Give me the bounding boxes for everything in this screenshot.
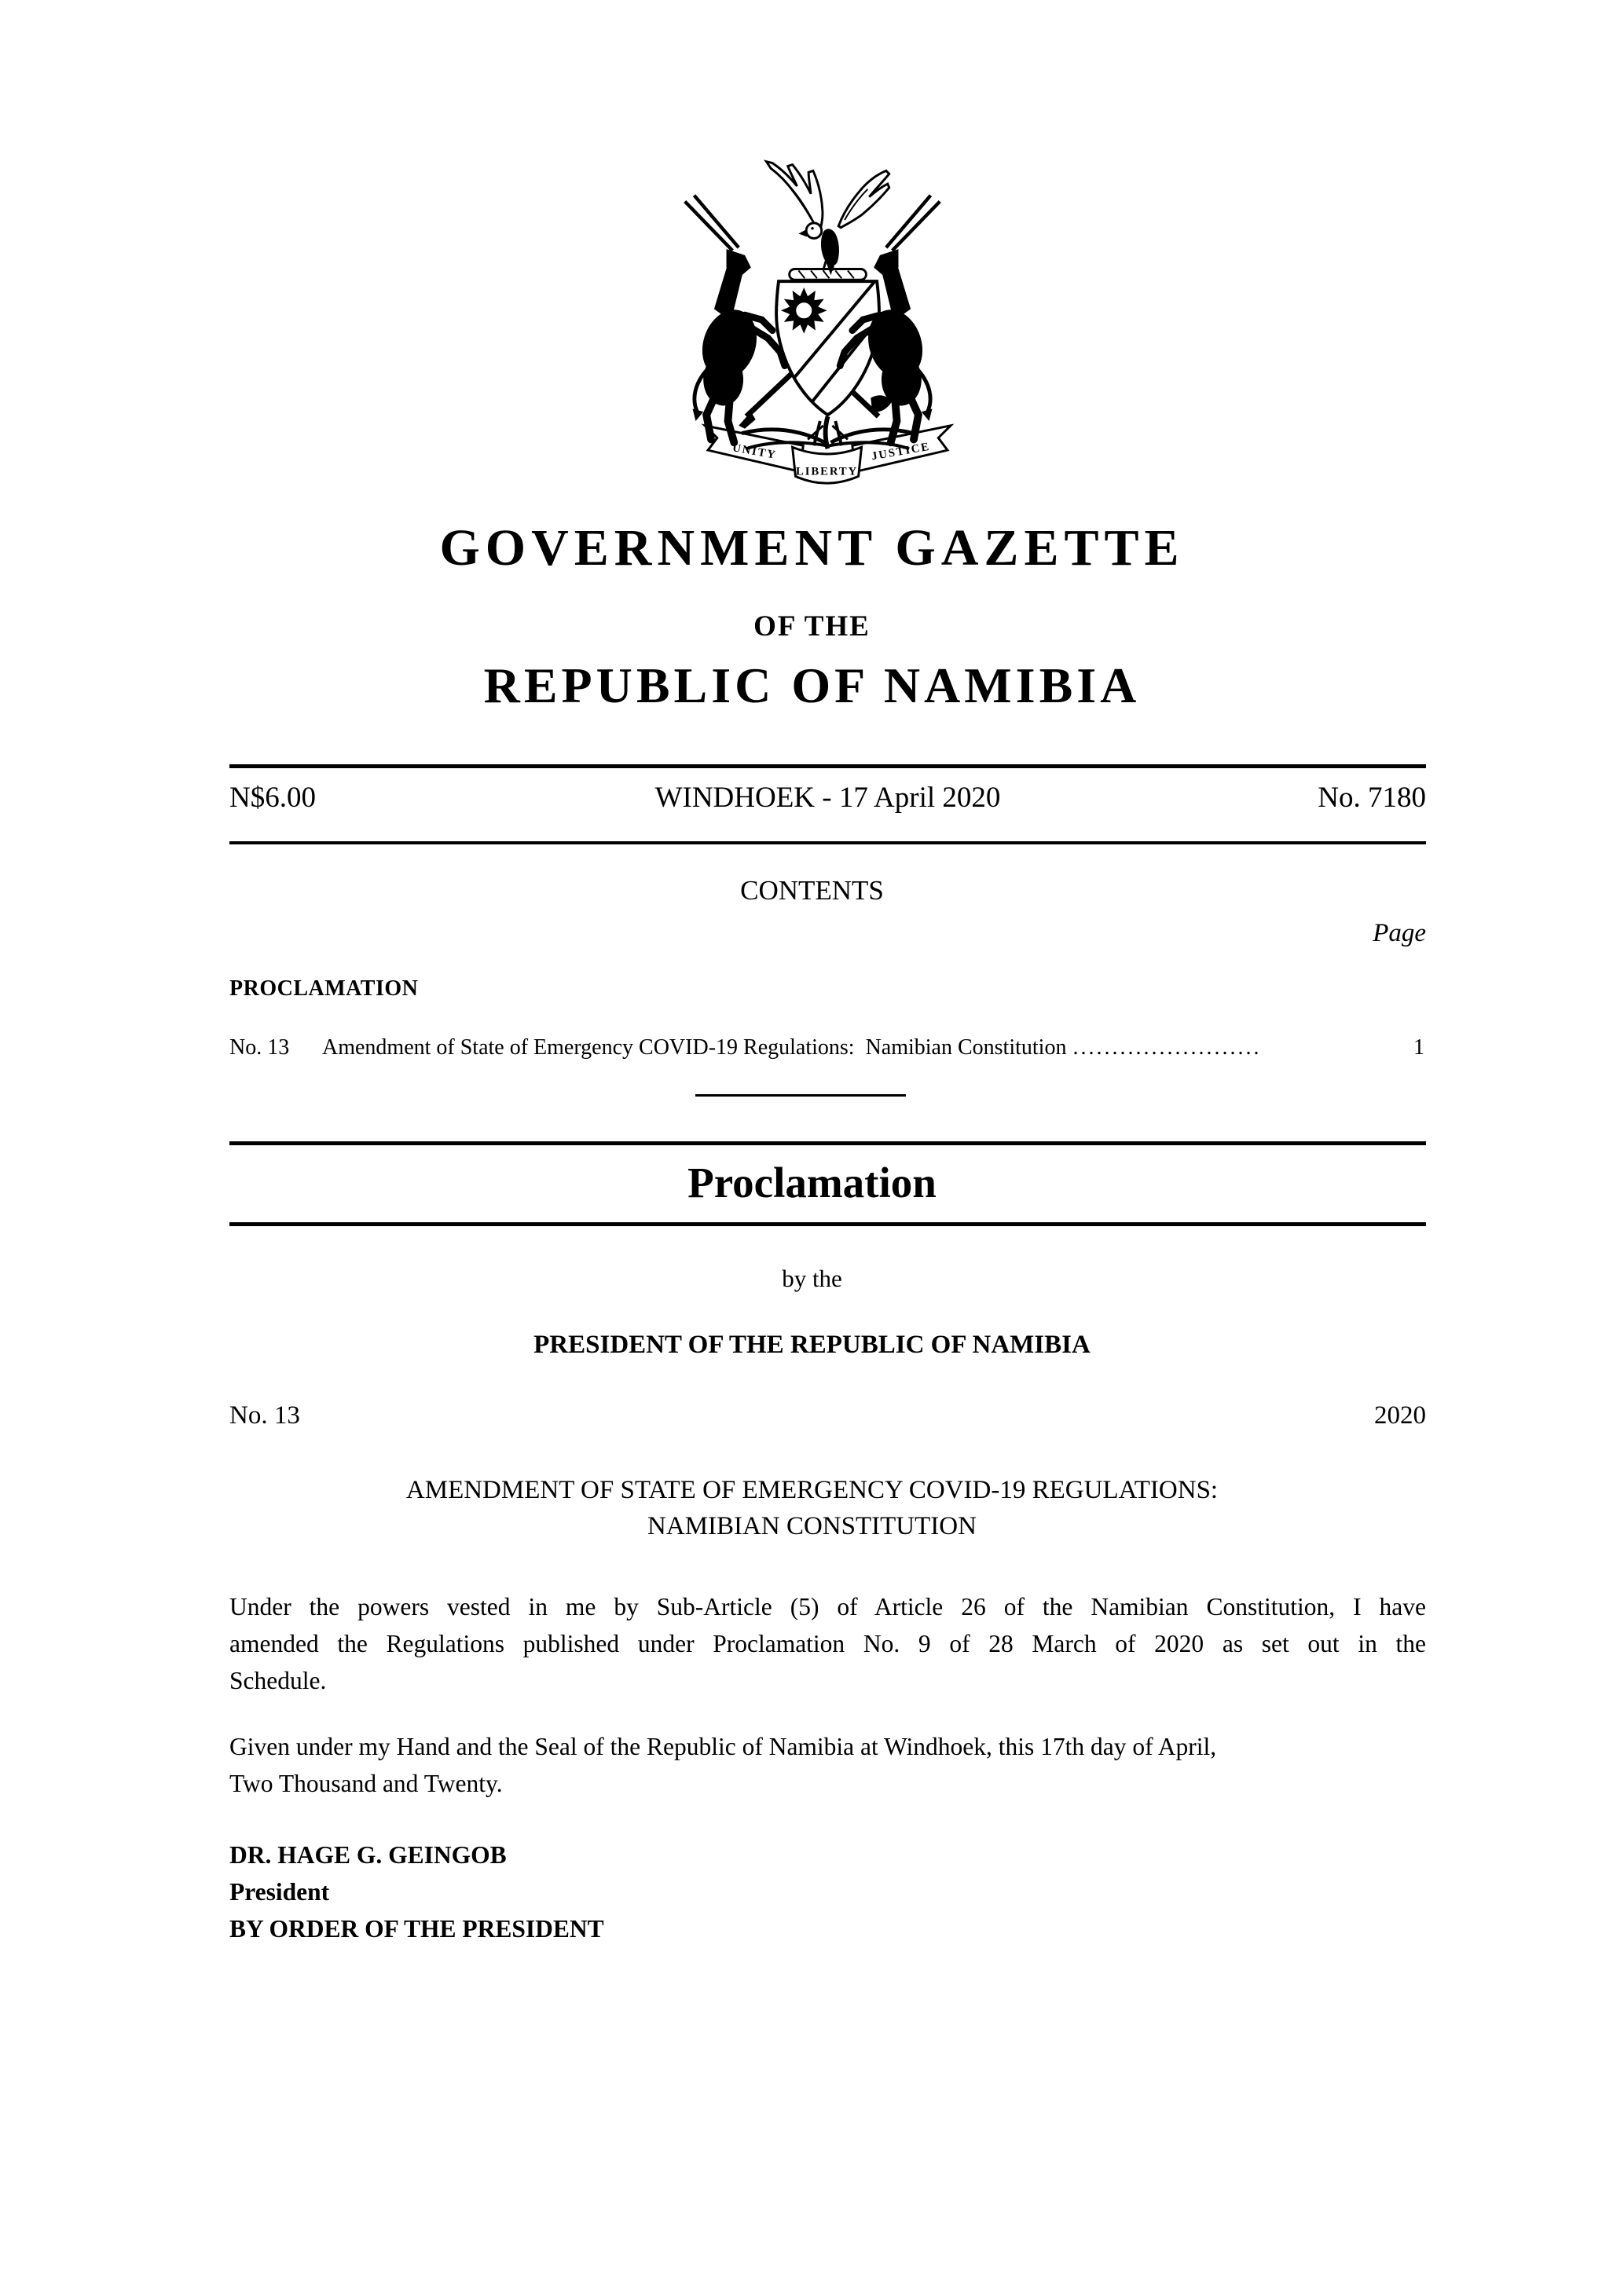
signature-title: President: [229, 1878, 330, 1906]
subject-line-2: NAMIBIAN CONSTITUTION: [647, 1512, 977, 1540]
contents-entry-number: No. 13: [229, 1035, 290, 1060]
proclamation-rule-bottom: [229, 1222, 1426, 1226]
gazette-title: GOVERNMENT GAZETTE: [439, 519, 1185, 577]
subject-line-1: AMENDMENT OF STATE OF EMERGENCY COVID-19 REGULATIONS:: [405, 1476, 1219, 1504]
masthead-rule-top: [229, 764, 1426, 768]
motto-liberty: LIBERTY: [795, 465, 858, 478]
motto-justice: JUSTICE: [870, 440, 931, 463]
gazette-place-date: WINDHOEK - 17 April 2020: [654, 782, 1001, 814]
body-paragraph-2: [229, 1728, 1426, 1802]
namibia-coat-of-arms: [643, 143, 981, 496]
proclamation-number: No. 13: [229, 1401, 300, 1430]
contents-section-proclamation: PROCLAMATION: [229, 976, 419, 1001]
gazette-price: N$6.00: [229, 782, 316, 814]
issuer-title: PRESIDENT OF THE REPUBLIC OF NAMIBIA: [533, 1331, 1091, 1359]
par1-line-3: Schedule.: [229, 1667, 327, 1694]
signature-order: BY ORDER OF THE PRESIDENT: [229, 1915, 604, 1943]
gazette-republic: REPUBLIC OF NAMIBIA: [483, 657, 1141, 713]
par1-line-1: Under the powers vested in me by Sub-Article (5) of Article 26 of the Namibian Constitution, I have: [229, 1593, 1426, 1620]
torse: [789, 269, 866, 280]
contents-entry-leader: ........................: [1072, 1035, 1262, 1060]
contents-heading: CONTENTS: [740, 875, 884, 906]
coat-of-arms-graphic: [643, 143, 981, 496]
contents-entry: [229, 1035, 1426, 1067]
oryx-left: [684, 196, 784, 443]
contents-page-label: Page: [1373, 919, 1426, 947]
contents-entry-title: [322, 1035, 1261, 1060]
par2-line-1: Given under my Hand and the Seal of the Republic of Namibia at Windhoek, this 17th day of April,: [229, 1733, 1217, 1760]
proclamation-heading: Proclamation: [687, 1159, 937, 1207]
proclamation-subject: [0, 1472, 1624, 1544]
signature-block: [229, 1836, 1426, 1947]
masthead-info-row: [229, 781, 1426, 818]
eagle-icon: [766, 162, 889, 276]
motto-unity: UNITY: [731, 441, 778, 462]
masthead-rule-bottom: [229, 841, 1426, 844]
contents-entry-page: 1: [1413, 1035, 1424, 1060]
contents-divider: [695, 1094, 906, 1097]
by-the-label: by the: [782, 1265, 842, 1292]
gazette-issue-number: No. 7180: [1318, 782, 1426, 814]
par1-line-2: amended the Regulations published under Proclamation No. 9 of 28 March of 2020 as set out in the: [229, 1630, 1426, 1657]
proclamation-rule-top: [229, 1141, 1426, 1145]
par2-line-2: Two Thousand and Twenty.: [229, 1770, 503, 1797]
contents-entry-title-text: Amendment of State of Emergency COVID-19 Regulations: Namibian Constitution: [322, 1035, 1067, 1060]
proclamation-number-row: [229, 1401, 1426, 1436]
signature-name: DR. HAGE G. GEINGOB: [229, 1841, 507, 1869]
body-paragraph-1: [229, 1588, 1426, 1699]
gazette-subtitle: OF THE: [753, 610, 871, 643]
proclamation-year: 2020: [1374, 1401, 1426, 1430]
shield: [776, 280, 880, 415]
